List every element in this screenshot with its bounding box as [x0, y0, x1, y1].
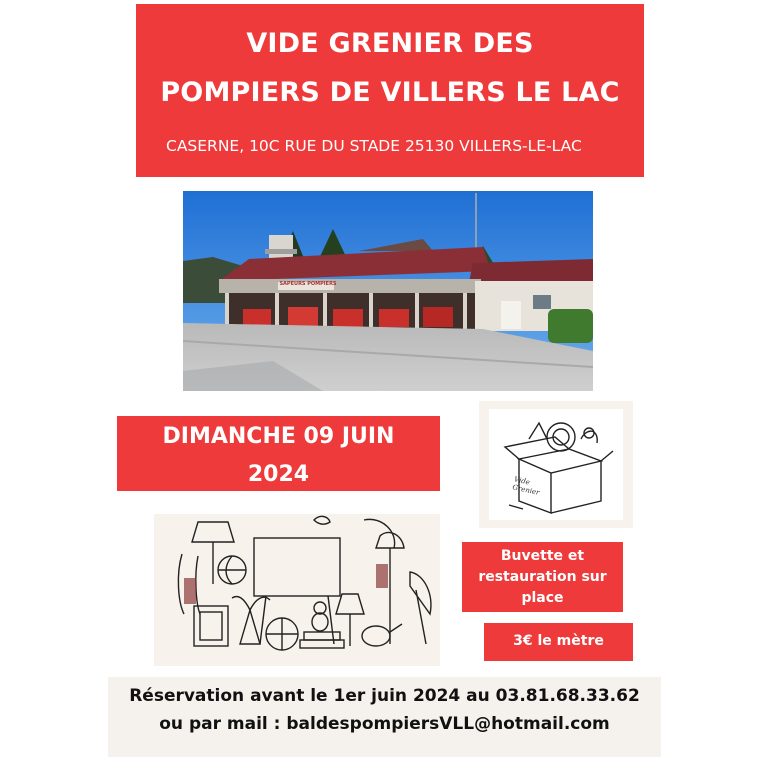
date-line-1: DIMANCHE 09 JUIN [162, 424, 395, 449]
title-line-2: POMPIERS DE VILLERS LE LAC [160, 77, 620, 108]
brocante-items-illustration [154, 514, 440, 666]
date-box [117, 416, 440, 491]
date-line-2: 2024 [247, 462, 310, 487]
title-line-1: VIDE GRENIER DES [246, 28, 534, 59]
building-sign: SAPEURS POMPIERS [279, 281, 337, 287]
brocante-drawing [154, 514, 440, 666]
price-text: 3€ le mètre [513, 633, 604, 649]
reservation-line-1: Réservation avant le 1er juin 2024 au 03.81.68.33.62 [129, 686, 640, 706]
fire-station-photo [183, 191, 593, 391]
vide-grenier-box-illustration [479, 401, 633, 528]
reservation-line-2: ou par mail : baldespompiersVLL@hotmail.com [159, 714, 610, 734]
address: CASERNE, 10C RUE DU STADE 25130 VILLERS-LE-LAC [166, 137, 582, 155]
box-drawing [489, 409, 623, 520]
box-label: Vide Grenier [511, 475, 541, 497]
fire-station-image [183, 191, 593, 391]
buvette-line-3: place [521, 590, 564, 606]
title-banner [136, 4, 644, 177]
buvette-line-2: restauration sur [478, 569, 607, 585]
price-box [484, 623, 633, 661]
buvette-box [462, 542, 623, 612]
buvette-line-1: Buvette et [500, 548, 585, 564]
reservation-footer [108, 677, 661, 757]
